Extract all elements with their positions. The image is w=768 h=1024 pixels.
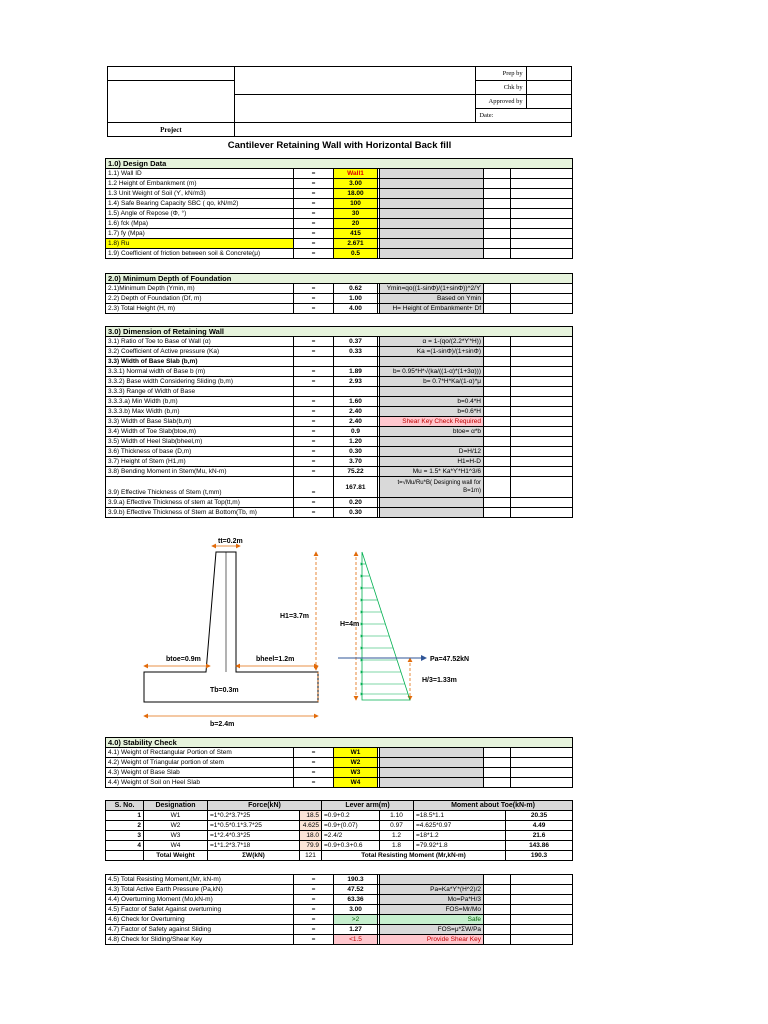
row-label: 4.5) Total Resisting Moment,(Mr, kN-m) bbox=[106, 875, 294, 885]
chk-by-field[interactable] bbox=[526, 81, 571, 95]
row-label: 2.1)Minimum Depth (Ymin, m) bbox=[106, 284, 294, 294]
value-cell[interactable]: 1.20 bbox=[334, 437, 378, 447]
table-row bbox=[106, 284, 573, 294]
formula-note: Ka =(1-sinΦ)/(1+sinΦ) bbox=[380, 347, 484, 357]
row-label: 3.3) Width of Base Slab(b,m) bbox=[106, 417, 294, 427]
value-cell[interactable] bbox=[334, 387, 378, 397]
row-label: 3.3.3.b) Max Width (b,m) bbox=[106, 407, 294, 417]
formula-note: b=0.4*H bbox=[380, 397, 484, 407]
value-cell[interactable]: 1.60 bbox=[334, 397, 378, 407]
label-h: H=4m bbox=[340, 621, 360, 628]
equals-sign: = bbox=[294, 437, 334, 447]
row-label: 4.3) Weight of Base Slab bbox=[106, 768, 294, 778]
header-block bbox=[107, 66, 572, 137]
table-row bbox=[106, 758, 573, 768]
moment-formula: =79.92*1.8 bbox=[414, 841, 506, 851]
table-row bbox=[106, 387, 573, 397]
equals-sign: = bbox=[294, 377, 334, 387]
label-pa: Pa=47.52kN bbox=[430, 656, 470, 663]
row-label: 4.1) Weight of Rectangular Portion of Stem bbox=[106, 748, 294, 758]
section-min-depth: 2.0) Minimum Depth of Foundation bbox=[106, 274, 573, 284]
table-row bbox=[106, 437, 573, 447]
label-h1: H1=3.7m bbox=[280, 613, 309, 620]
table-row bbox=[106, 179, 573, 189]
row-label: 1.8) Ru bbox=[106, 239, 294, 249]
table-row bbox=[106, 357, 573, 367]
equals-sign: = bbox=[294, 294, 334, 304]
formula-note bbox=[380, 437, 484, 447]
wall-outline bbox=[144, 552, 318, 702]
table-row bbox=[106, 748, 573, 758]
min-depth-table bbox=[105, 273, 573, 314]
equals-sign: = bbox=[294, 935, 334, 945]
dimension-table: 3.0) Dimension of Retaining Wall 3.1) Ratio of Toe to Base of Wall (α) = 0.37 α = 1-(qo/(2.2*ϒ*H)) 3.2) Coefficient of Active pressure (Ka) = 0.33 Ka =(1-sinΦ)/(1+sinΦ) 3.3) Width of Base Slab (b,m) 3.3.1) Normal width of Base b (m) = 1.89 b= 0.95*H*√(ka/((1-α)*(1+3α))) 3.3.2) Base width Considering Sliding (b,m) = 2.93 b= 0.7*H*Ka/(1-α)*μ 3.3.3) Range of Width of Base 3.3.3.a) Min Width (b,m) = 1.60 b=0.4*H 3.3.3.b) Max Width (b,m) = 2.40 b=0.6*H 3.3) Width of Base Slab(b,m) = 2.40 Shear Key Check Required 3.4) Width of Toe Slab(btoe,m) = 0.9 btoe= α*b 3.5) Width of Heel Slab(bheel,m) = 1.20 3.6) Thickness of base (D,m) = 0.30 D=H/12 3.7) Height of Stem (H1,m) = 3.70 H1=H-D 3.8) Bending Moment in Stem(Mu, kN-m) = 75.22 Mu = 1.5* Ka*ϒ*H1^3/6 3.9) Effective Thickness of Stem (t,mm) = 167.81 t=√Mu/Ru*B( Designing wall for B=1m) 3.9.a) Effective Thickness of stem at Top(tt,m) = 0.20 3.9.b) Effective Thickness of Stem at Bottom(Tb, m) = 0.30 bbox=[105, 326, 573, 518]
total-force: 121 bbox=[300, 851, 322, 861]
label-b: b=2.4m bbox=[210, 721, 235, 728]
row-label: 1.6) fck (Mpa) bbox=[106, 219, 294, 229]
design-data-table bbox=[105, 158, 573, 259]
row-label: 1.9) Coefficient of friction between soil & Concrete(μ) bbox=[106, 249, 294, 259]
formula-note: Ymin=qo((1-sinΦ)/(1+sinΦ))^2/ϒ bbox=[380, 284, 484, 294]
equals-sign: = bbox=[294, 169, 334, 179]
moment-summary-table bbox=[105, 874, 573, 945]
formula-note: D=H/12 bbox=[380, 447, 484, 457]
table-row bbox=[106, 778, 573, 788]
table-row bbox=[106, 417, 573, 427]
equals-sign: = bbox=[294, 397, 334, 407]
moment-formula: =18*1.2 bbox=[414, 831, 506, 841]
prep-by-label: Prep by bbox=[476, 67, 526, 81]
value-cell[interactable]: 0.33 bbox=[334, 347, 378, 357]
value-cell[interactable]: W3 bbox=[334, 768, 378, 778]
date-field[interactable] bbox=[526, 109, 571, 123]
equals-sign: = bbox=[294, 768, 334, 778]
equals-sign: = bbox=[294, 347, 334, 357]
row-label: 3.6) Thickness of base (D,m) bbox=[106, 447, 294, 457]
formula-note: H1=H-D bbox=[380, 457, 484, 467]
table-row bbox=[106, 337, 573, 347]
table-row bbox=[106, 875, 573, 885]
section-dimension: 3.0) Dimension of Retaining Wall bbox=[106, 327, 573, 337]
table-row bbox=[106, 457, 573, 467]
formula-note bbox=[380, 387, 484, 397]
moment-value: 4.49 bbox=[506, 821, 573, 831]
total-weight-label: Total Weight bbox=[144, 851, 208, 861]
formula-note: Mo=Pa*H/3 bbox=[380, 895, 484, 905]
row-label: 1.7) fy (Mpa) bbox=[106, 229, 294, 239]
row-label: 4.6) Check for Overturning bbox=[106, 915, 294, 925]
force-formula: =1*0.5*0.1*3.7*25 bbox=[208, 821, 300, 831]
total-moment: 190.3 bbox=[506, 851, 573, 861]
arm-value: 1.2 bbox=[380, 831, 414, 841]
value-cell[interactable]: W1 bbox=[334, 748, 378, 758]
value-cell[interactable]: 18.00 bbox=[334, 189, 378, 199]
prep-by-field[interactable] bbox=[526, 67, 571, 81]
value-cell[interactable]: 167.81 bbox=[334, 477, 378, 498]
value-cell[interactable]: 1.27 bbox=[334, 925, 378, 935]
equals-sign: = bbox=[294, 229, 334, 239]
equals-sign: = bbox=[294, 337, 334, 347]
equals-sign: = bbox=[294, 508, 334, 518]
col-header-moment: Moment about Toe(kN-m) bbox=[414, 801, 573, 811]
value-cell[interactable]: 2.671 bbox=[334, 239, 378, 249]
formula-note: Provide Shear Key bbox=[380, 935, 484, 945]
designation: W2 bbox=[144, 821, 208, 831]
row-label: 1.1) Wall ID bbox=[106, 169, 294, 179]
equals-sign: = bbox=[294, 427, 334, 437]
force-value: 79.9 bbox=[300, 841, 322, 851]
equals-sign: = bbox=[294, 417, 334, 427]
row-label: 3.7) Height of Stem (H1,m) bbox=[106, 457, 294, 467]
designation: W3 bbox=[144, 831, 208, 841]
row-label: 2.3) Total Height (H, m) bbox=[106, 304, 294, 314]
table-row bbox=[106, 169, 573, 179]
equals-sign: = bbox=[294, 885, 334, 895]
row-label: 4.2) Weight of Triangular portion of stem bbox=[106, 758, 294, 768]
equals-sign: = bbox=[294, 467, 334, 477]
table-row bbox=[106, 935, 573, 945]
row-label: 3.3.1) Normal width of Base b (m) bbox=[106, 367, 294, 377]
value-cell[interactable]: 1.89 bbox=[334, 367, 378, 377]
table-row bbox=[106, 885, 573, 895]
row-label: 4.4) Overturning Moment (Mo,kN-m) bbox=[106, 895, 294, 905]
col-header-designation: Designation bbox=[144, 801, 208, 811]
row-label: 3.3.2) Base width Considering Sliding (b,m) bbox=[106, 377, 294, 387]
section-design-data: 1.0) Design Data bbox=[106, 159, 573, 169]
value-cell[interactable]: 3.70 bbox=[334, 457, 378, 467]
table-row bbox=[106, 467, 573, 477]
label-h3: H/3=1.33m bbox=[422, 677, 457, 684]
row-label: 2.2) Depth of Foundation (Df, m) bbox=[106, 294, 294, 304]
formula-note: btoe= α*b bbox=[380, 427, 484, 437]
row-number: 4 bbox=[106, 841, 144, 851]
table-row bbox=[106, 895, 573, 905]
arm-formula: =0.9+0.3+0.6 bbox=[322, 841, 380, 851]
table-row bbox=[106, 811, 573, 821]
force-value: 4.625 bbox=[300, 821, 322, 831]
row-label: 4.5) Factor of Safet Against overturning bbox=[106, 905, 294, 915]
equals-sign: = bbox=[294, 748, 334, 758]
row-label: 1.5) Angle of Repose (Φ, °) bbox=[106, 209, 294, 219]
table-row bbox=[106, 925, 573, 935]
table-row bbox=[106, 905, 573, 915]
value-cell[interactable]: 1.00 bbox=[334, 294, 378, 304]
row-label: 3.1) Ratio of Toe to Base of Wall (α) bbox=[106, 337, 294, 347]
moment-value: 21.6 bbox=[506, 831, 573, 841]
label-tt: tt=0.2m bbox=[218, 538, 243, 545]
formula-note: Based on Ymin bbox=[380, 294, 484, 304]
retaining-wall-diagram bbox=[130, 530, 490, 730]
row-label: 4.7) Factor of Safety against Sliding bbox=[106, 925, 294, 935]
arm-value: 1.8 bbox=[380, 841, 414, 851]
sum-w-label: ΣW(kN) bbox=[208, 851, 300, 861]
row-number: 3 bbox=[106, 831, 144, 841]
equals-sign: = bbox=[294, 239, 334, 249]
table-row bbox=[106, 397, 573, 407]
designation: W1 bbox=[144, 811, 208, 821]
equals-sign: = bbox=[294, 249, 334, 259]
value-cell[interactable]: 20 bbox=[334, 219, 378, 229]
formula-note: b=0.6*H bbox=[380, 407, 484, 417]
value-cell[interactable]: 0.9 bbox=[334, 427, 378, 437]
project-field[interactable] bbox=[234, 123, 571, 137]
formula-note: Pa=Ka*ϒ*(H^2)/2 bbox=[380, 885, 484, 895]
table-row bbox=[106, 498, 573, 508]
label-bheel: bheel=1.2m bbox=[256, 656, 295, 663]
formula-note: b= 0.7*H*Ka/(1-α)*μ bbox=[380, 377, 484, 387]
arm-value: 1.10 bbox=[380, 811, 414, 821]
equals-sign: = bbox=[294, 447, 334, 457]
row-label: 1.2 Height of Embankment (m) bbox=[106, 179, 294, 189]
value-cell[interactable]: W4 bbox=[334, 778, 378, 788]
col-header-lever-arm: Lever arm(m) bbox=[322, 801, 414, 811]
value-cell[interactable]: 0.37 bbox=[334, 337, 378, 347]
row-label: 3.3.3.a) Min Width (b,m) bbox=[106, 397, 294, 407]
equals-sign: = bbox=[294, 199, 334, 209]
approved-by-field[interactable] bbox=[526, 95, 571, 109]
value-cell[interactable]: 2.40 bbox=[334, 417, 378, 427]
table-row bbox=[106, 249, 573, 259]
row-label: 3.9) Effective Thickness of Stem (t,mm) bbox=[106, 477, 294, 498]
value-cell[interactable]: 0.30 bbox=[334, 447, 378, 457]
formula-note bbox=[380, 357, 484, 367]
total-resisting-label: Total Resisting Moment (Mr,kN-m) bbox=[322, 851, 506, 861]
header-blank-1 bbox=[234, 67, 476, 81]
equals-sign: = bbox=[294, 284, 334, 294]
value-cell[interactable]: 3.00 bbox=[334, 905, 378, 915]
force-formula: =1*1.2*3.7*18 bbox=[208, 841, 300, 851]
weights-table bbox=[105, 800, 573, 861]
equals-sign: = bbox=[294, 915, 334, 925]
formula-note: Mu = 1.5* Ka*ϒ*H1^3/6 bbox=[380, 467, 484, 477]
force-formula: =1*2.4*0.3*25 bbox=[208, 831, 300, 841]
moment-formula: =18.5*1.1 bbox=[414, 811, 506, 821]
formula-note: t=√Mu/Ru*B( Designing wall for B=1m) bbox=[380, 477, 484, 498]
row-label: 4.4) Weight of Soil on Heel Slab bbox=[106, 778, 294, 788]
row-label: 1.3 Unit Weight of Soil (ϒ, kN/m3) bbox=[106, 189, 294, 199]
label-btoe: btoe=0.9m bbox=[166, 656, 201, 663]
equals-sign: = bbox=[294, 758, 334, 768]
value-cell[interactable]: <1.5 bbox=[334, 935, 378, 945]
table-row bbox=[106, 304, 573, 314]
table-row bbox=[106, 821, 573, 831]
value-cell[interactable]: 0.5 bbox=[334, 249, 378, 259]
table-row bbox=[106, 831, 573, 841]
row-label: 3.3) Width of Base Slab (b,m) bbox=[106, 357, 294, 367]
table-row bbox=[106, 768, 573, 778]
formula-note: b= 0.95*H*√(ka/((1-α)*(1+3α))) bbox=[380, 367, 484, 377]
label-tb: Tb=0.3m bbox=[210, 687, 239, 694]
table-row bbox=[106, 407, 573, 417]
equals-sign: = bbox=[294, 498, 334, 508]
value-cell[interactable]: W2 bbox=[334, 758, 378, 768]
table-row bbox=[106, 347, 573, 357]
formula-note bbox=[380, 875, 484, 885]
col-header-force: Force(kN) bbox=[208, 801, 322, 811]
table-row bbox=[106, 447, 573, 457]
row-label: 4.3) Total Active Earth Pressure (Pa,kN) bbox=[106, 885, 294, 895]
section-stability: 4.0) Stability Check bbox=[106, 738, 573, 748]
value-cell[interactable]: 100 bbox=[334, 199, 378, 209]
col-header-sno: S. No. bbox=[106, 801, 144, 811]
arm-formula: =2.4/2 bbox=[322, 831, 380, 841]
table-row bbox=[106, 427, 573, 437]
force-value: 18.0 bbox=[300, 831, 322, 841]
formula-note: Safe bbox=[380, 915, 484, 925]
equals-sign: = bbox=[294, 905, 334, 915]
table-row bbox=[106, 199, 573, 209]
equals-sign bbox=[294, 357, 334, 367]
row-label: 3.2) Coefficient of Active pressure (Ka) bbox=[106, 347, 294, 357]
equals-sign: = bbox=[294, 875, 334, 885]
table-row bbox=[106, 189, 573, 199]
moment-value: 143.86 bbox=[506, 841, 573, 851]
force-value: 18.5 bbox=[300, 811, 322, 821]
equals-sign: = bbox=[294, 895, 334, 905]
row-label: 3.9.b) Effective Thickness of Stem at Bottom(Tb, m) bbox=[106, 508, 294, 518]
project-label: Project bbox=[108, 123, 235, 137]
value-cell[interactable]: 3.00 bbox=[334, 179, 378, 189]
row-label: 3.9.a) Effective Thickness of stem at Top(tt,m) bbox=[106, 498, 294, 508]
stability-check-table bbox=[105, 737, 573, 788]
value-cell[interactable]: 0.30 bbox=[334, 508, 378, 518]
value-cell[interactable] bbox=[334, 357, 378, 367]
row-label: 1.4) Safe Bearing Capacity SBC ( qo, kN/m2) bbox=[106, 199, 294, 209]
equals-sign bbox=[294, 387, 334, 397]
table-row bbox=[106, 219, 573, 229]
equals-sign: = bbox=[294, 367, 334, 377]
equals-sign: = bbox=[294, 457, 334, 467]
row-label: 4.8) Check for Sliding/Shear Key bbox=[106, 935, 294, 945]
table-row bbox=[106, 367, 573, 377]
value-cell[interactable]: >2 bbox=[334, 915, 378, 925]
table-row bbox=[106, 229, 573, 239]
value-cell[interactable]: 415 bbox=[334, 229, 378, 239]
row-label: 3.5) Width of Heel Slab(bheel,m) bbox=[106, 437, 294, 447]
value-cell[interactable]: Wall1 bbox=[334, 169, 378, 179]
equals-sign: = bbox=[294, 179, 334, 189]
table-row bbox=[106, 841, 573, 851]
arm-formula: =0.9+0.2 bbox=[322, 811, 380, 821]
equals-sign: = bbox=[294, 778, 334, 788]
value-cell[interactable]: 2.40 bbox=[334, 407, 378, 417]
equals-sign: = bbox=[294, 189, 334, 199]
row-number: 2 bbox=[106, 821, 144, 831]
table-row bbox=[106, 209, 573, 219]
designation: W4 bbox=[144, 841, 208, 851]
equals-sign: = bbox=[294, 219, 334, 229]
row-number: 1 bbox=[106, 811, 144, 821]
value-cell[interactable]: 2.93 bbox=[334, 377, 378, 387]
table-row bbox=[106, 239, 573, 249]
chk-by-label: Chk by bbox=[476, 81, 526, 95]
value-cell[interactable]: 0.62 bbox=[334, 284, 378, 294]
equals-sign: = bbox=[294, 407, 334, 417]
row-label: 3.3.3) Range of Width of Base bbox=[106, 387, 294, 397]
formula-note: Shear Key Check Required bbox=[380, 417, 484, 427]
arm-value: 0.97 bbox=[380, 821, 414, 831]
value-cell[interactable]: 63.36 bbox=[334, 895, 378, 905]
header-logo-cell bbox=[108, 67, 235, 81]
value-cell[interactable]: 4.00 bbox=[334, 304, 378, 314]
row-label: 3.4) Width of Toe Slab(btoe,m) bbox=[106, 427, 294, 437]
date-label: Date: bbox=[476, 109, 526, 123]
formula-note: FOS=μ*ΣW/Pa bbox=[380, 925, 484, 935]
value-cell[interactable]: 75.22 bbox=[334, 467, 378, 477]
row-label: 3.8) Bending Moment in Stem(Mu, kN-m) bbox=[106, 467, 294, 477]
force-formula: =1*0.2*3.7*25 bbox=[208, 811, 300, 821]
arm-formula: =0.9+(0.07) bbox=[322, 821, 380, 831]
approved-by-label: Approved by bbox=[476, 95, 526, 109]
page-title: Cantilever Retaining Wall with Horizontal Back fill bbox=[227, 140, 452, 151]
value-cell[interactable]: 47.52 bbox=[334, 885, 378, 895]
value-cell[interactable]: 0.20 bbox=[334, 498, 378, 508]
pressure-triangle bbox=[362, 552, 410, 700]
formula-note: H= Height of Embankment+ Df bbox=[380, 304, 484, 314]
formula-note: α = 1-(qo/(2.2*ϒ*H)) bbox=[380, 337, 484, 347]
formula-note: FOS=Mr/Mo bbox=[380, 905, 484, 915]
moment-formula: =4.625*0.97 bbox=[414, 821, 506, 831]
value-cell[interactable]: 30 bbox=[334, 209, 378, 219]
moment-value: 20.35 bbox=[506, 811, 573, 821]
table-row bbox=[106, 508, 573, 518]
table-row bbox=[106, 915, 573, 925]
table-row bbox=[106, 294, 573, 304]
table-row bbox=[106, 377, 573, 387]
equals-sign: = bbox=[294, 925, 334, 935]
equals-sign: = bbox=[294, 209, 334, 219]
value-cell[interactable]: 190.3 bbox=[334, 875, 378, 885]
equals-sign: = bbox=[294, 304, 334, 314]
